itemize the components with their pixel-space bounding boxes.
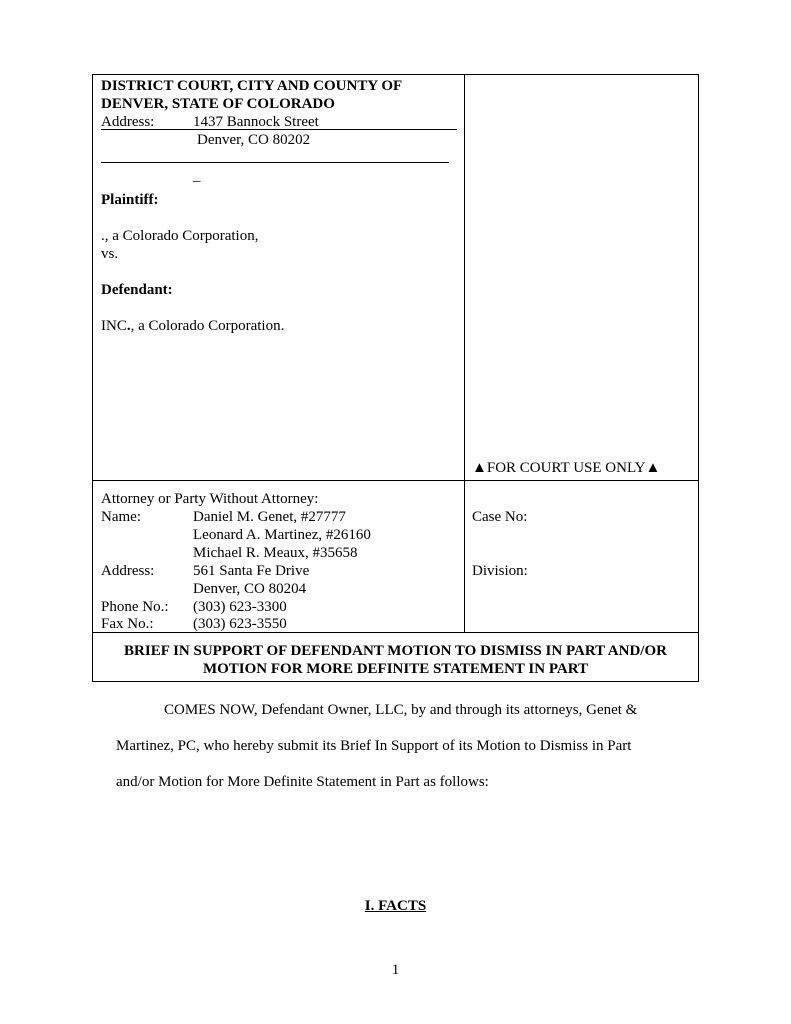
defendant-name bbox=[101, 317, 284, 335]
attorney-heading: Attorney or Party Without Attorney: bbox=[101, 491, 319, 507]
page-number: 1 bbox=[391, 962, 400, 978]
defendant-prefix: INC bbox=[101, 318, 127, 334]
division-label: Division: bbox=[472, 563, 528, 579]
court-name-line1: DISTRICT COURT, CITY AND COUNTY OF bbox=[101, 78, 403, 94]
section-heading-facts: I. FACTS bbox=[364, 898, 427, 914]
versus-text: vs. bbox=[101, 246, 119, 262]
court-address-underline bbox=[101, 129, 457, 130]
attorney-address-line2: Denver, CO 80204 bbox=[193, 581, 307, 597]
caption-column-divider bbox=[464, 74, 465, 633]
attorney-address-line1: 561 Santa Fe Drive bbox=[193, 563, 310, 579]
caption-table bbox=[92, 74, 699, 682]
attorney-name-1: Daniel M. Genet, #27777 bbox=[193, 509, 346, 525]
body-line-3: and/or Motion for More Definite Statement in Part as follows: bbox=[116, 774, 489, 790]
case-no-label: Case No: bbox=[472, 509, 528, 525]
attorney-phone: (303) 623-3300 bbox=[193, 599, 287, 615]
attorney-phone-label: Phone No.: bbox=[101, 599, 169, 615]
separator-underscore: _ bbox=[193, 168, 201, 184]
defendant-dot: . bbox=[126, 318, 131, 334]
court-name-line2: DENVER, STATE OF COLORADO bbox=[101, 96, 335, 112]
caption-row-divider bbox=[92, 480, 699, 481]
defendant-rest: , a Colorado Corporation. bbox=[130, 318, 285, 334]
attorney-name-2: Leonard A. Martinez, #26160 bbox=[193, 527, 371, 543]
plaintiff-name: ., a Colorado Corporation, bbox=[101, 228, 259, 244]
court-address-label: Address: bbox=[101, 114, 155, 130]
body-line-1: COMES NOW, Defendant Owner, LLC, by and through its attorneys, Genet & bbox=[164, 702, 638, 718]
attorney-name-3: Michael R. Meaux, #35658 bbox=[193, 545, 358, 561]
court-address-line1: 1437 Bannock Street bbox=[193, 114, 319, 130]
attorney-fax: (303) 623-3550 bbox=[193, 616, 287, 632]
brief-title-line2: MOTION FOR MORE DEFINITE STATEMENT IN PART bbox=[202, 661, 589, 677]
title-row-divider bbox=[92, 632, 699, 633]
court-use-only: ▲FOR COURT USE ONLY▲ bbox=[472, 460, 661, 476]
attorney-fax-label: Fax No.: bbox=[101, 616, 154, 632]
body-line-2: Martinez, PC, who hereby submit its Brief In Support of its Motion to Dismiss in Part bbox=[116, 738, 632, 754]
attorney-name-label: Name: bbox=[101, 509, 141, 525]
court-address-line2: Denver, CO 80202 bbox=[197, 132, 311, 148]
plaintiff-label: Plaintiff: bbox=[101, 192, 159, 208]
brief-title-line1: BRIEF IN SUPPORT OF DEFENDANT MOTION TO DISMISS IN PART AND/OR bbox=[124, 643, 667, 659]
defendant-label: Defendant: bbox=[101, 282, 173, 298]
court-separator-line bbox=[101, 162, 449, 163]
attorney-address-label: Address: bbox=[101, 563, 155, 579]
